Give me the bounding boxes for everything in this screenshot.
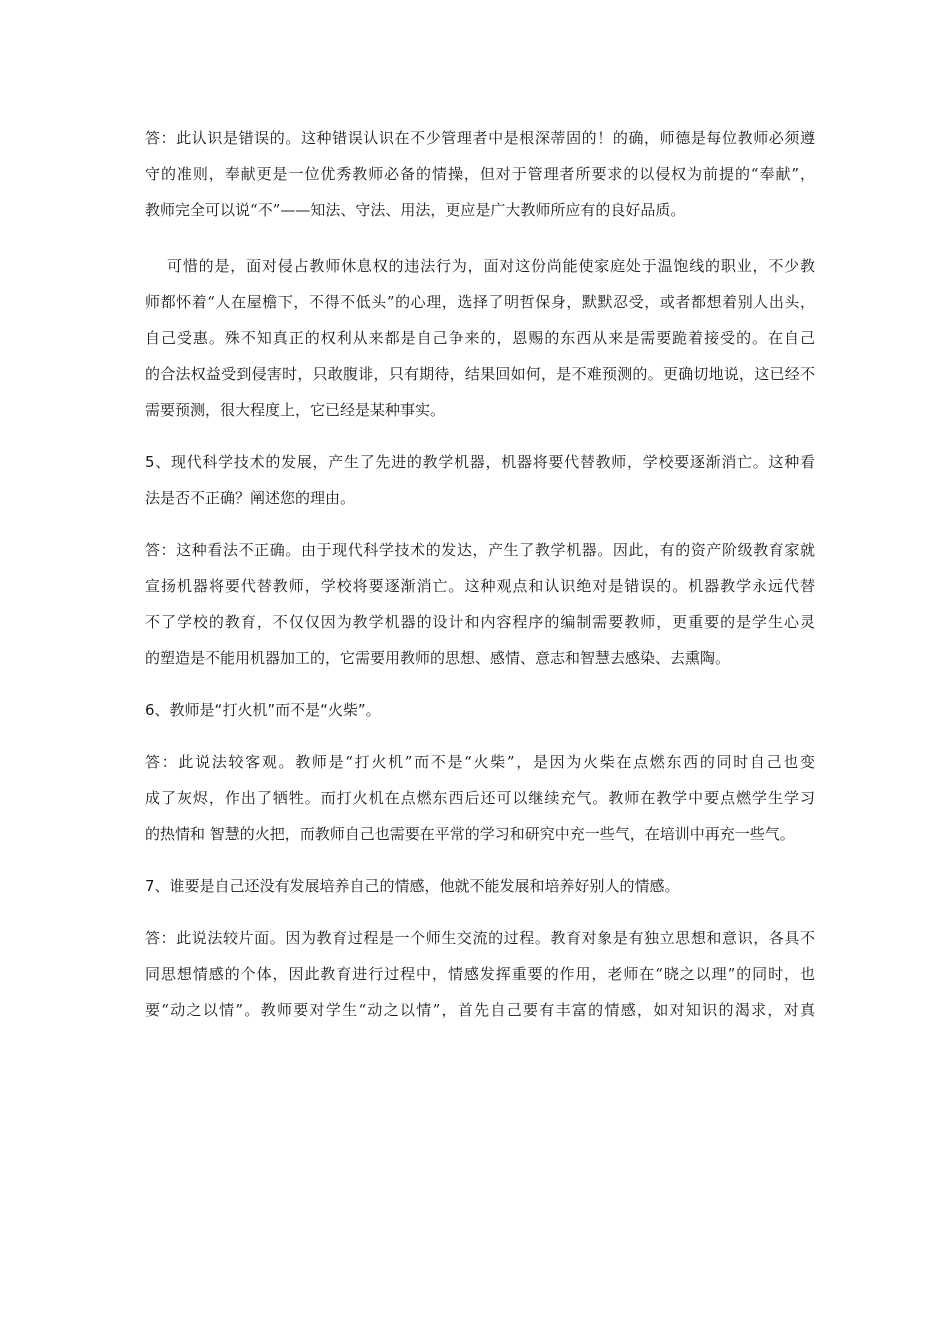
text-line: 的热情和 智慧的火把，而教师自己也需要在平常的学习和研究中充一些气，在培训中再充一些气。 (145, 825, 795, 843)
paragraph-spacer (145, 904, 815, 920)
text-line: 教师完全可以说“不”——知法、守法、用法，更应是广大教师所应有的良好品质。 (145, 201, 686, 219)
document-body (145, 120, 815, 1028)
text-line: 不了学校的教育，不仅仅因为教学机器的设计和内容程序的编制需要教师，更重要的是学生心灵 (145, 613, 815, 631)
text-line: 的塑造是不能用机器加工的，它需要用教师的思想、感情、意志和智慧去感染、去熏陶。 (145, 649, 731, 667)
paragraph-spacer (145, 852, 815, 868)
answer-paragraph (145, 532, 815, 676)
answer-paragraph (145, 920, 815, 1028)
question-paragraph (145, 692, 815, 728)
text-line: 自己受惠。殊不知真正的权利从来都是自己争来的，恩赐的东西从来是需要跪着接受的。在自己 (145, 329, 815, 347)
text-line: 成了灰烬，作出了牺牲。而打火机在点燃东西后还可以继续充气。教师在教学中要点燃学生学习 (145, 789, 815, 807)
paragraph-spacer (145, 516, 815, 532)
paragraph-spacer (145, 228, 815, 248)
text-line: 同思想情感的个体，因此教育进行过程中，情感发挥重要的作用，老师在“晓之以理”的同时，也 (145, 965, 815, 983)
question-paragraph (145, 444, 815, 516)
text-line: 要“动之以情”。教师要对学生“动之以情”，首先自己要有丰富的情感，如对知识的渴求，对真 (145, 1001, 815, 1019)
body-paragraph (145, 248, 815, 428)
text-line: 答：此说法较片面。因为教育过程是一个师生交流的过程。教育对象是有独立思想和意识，各具不 (145, 929, 815, 947)
text-line: 答：这种看法不正确。由于现代科学技术的发达，产生了教学机器。因此，有的资产阶级教育家就 (145, 541, 815, 559)
text-line: 答：此认识是错误的。这种错误认识在不少管理者中是根深蒂固的！的确，师德是每位教师必须遵 (145, 129, 815, 147)
text-line: 守的准则，奉献更是一位优秀教师必备的情操，但对于管理者所要求的以侵权为前提的“奉献”， (145, 165, 815, 183)
answer-paragraph (145, 120, 815, 228)
text-line: 的合法权益受到侵害时，只敢腹诽，只有期待，结果回如何，是不难预测的。更确切地说，这已经不 (145, 365, 815, 383)
paragraph-spacer (145, 728, 815, 744)
text-line: 7、谁要是自己还没有发展培养自己的情感，他就不能发展和培养好别人的情感。 (145, 877, 680, 895)
text-line: 可惜的是，面对侵占教师休息权的违法行为，面对这份尚能使家庭处于温饱线的职业，不少教 (167, 257, 815, 275)
paragraph-spacer (145, 676, 815, 692)
paragraph-spacer (145, 428, 815, 444)
text-line: 答：此说法较客观。教师是“打火机”而不是“火柴”，是因为火柴在点燃东西的同时自己也变 (145, 753, 815, 771)
text-line: 5、现代科学技术的发展，产生了先进的教学机器，机器将要代替教师，学校要逐渐消亡。这种看 (145, 453, 815, 471)
text-line: 需要预测，很大程度上，它已经是某种事实。 (145, 401, 446, 419)
text-line: 法是否不正确？阐述您的理由。 (145, 489, 356, 507)
text-line: 宣扬机器将要代替教师，学校将要逐渐消亡。这种观点和认识绝对是错误的。机器教学永远代替 (145, 577, 815, 595)
question-paragraph (145, 868, 815, 904)
answer-paragraph (145, 744, 815, 852)
text-line: 6、教师是“打火机”而不是“火柴”。 (145, 701, 381, 719)
text-line: 师都怀着“人在屋檐下，不得不低头”的心理，选择了明哲保身，默默忍受，或者都想着别人出头， (145, 293, 815, 311)
